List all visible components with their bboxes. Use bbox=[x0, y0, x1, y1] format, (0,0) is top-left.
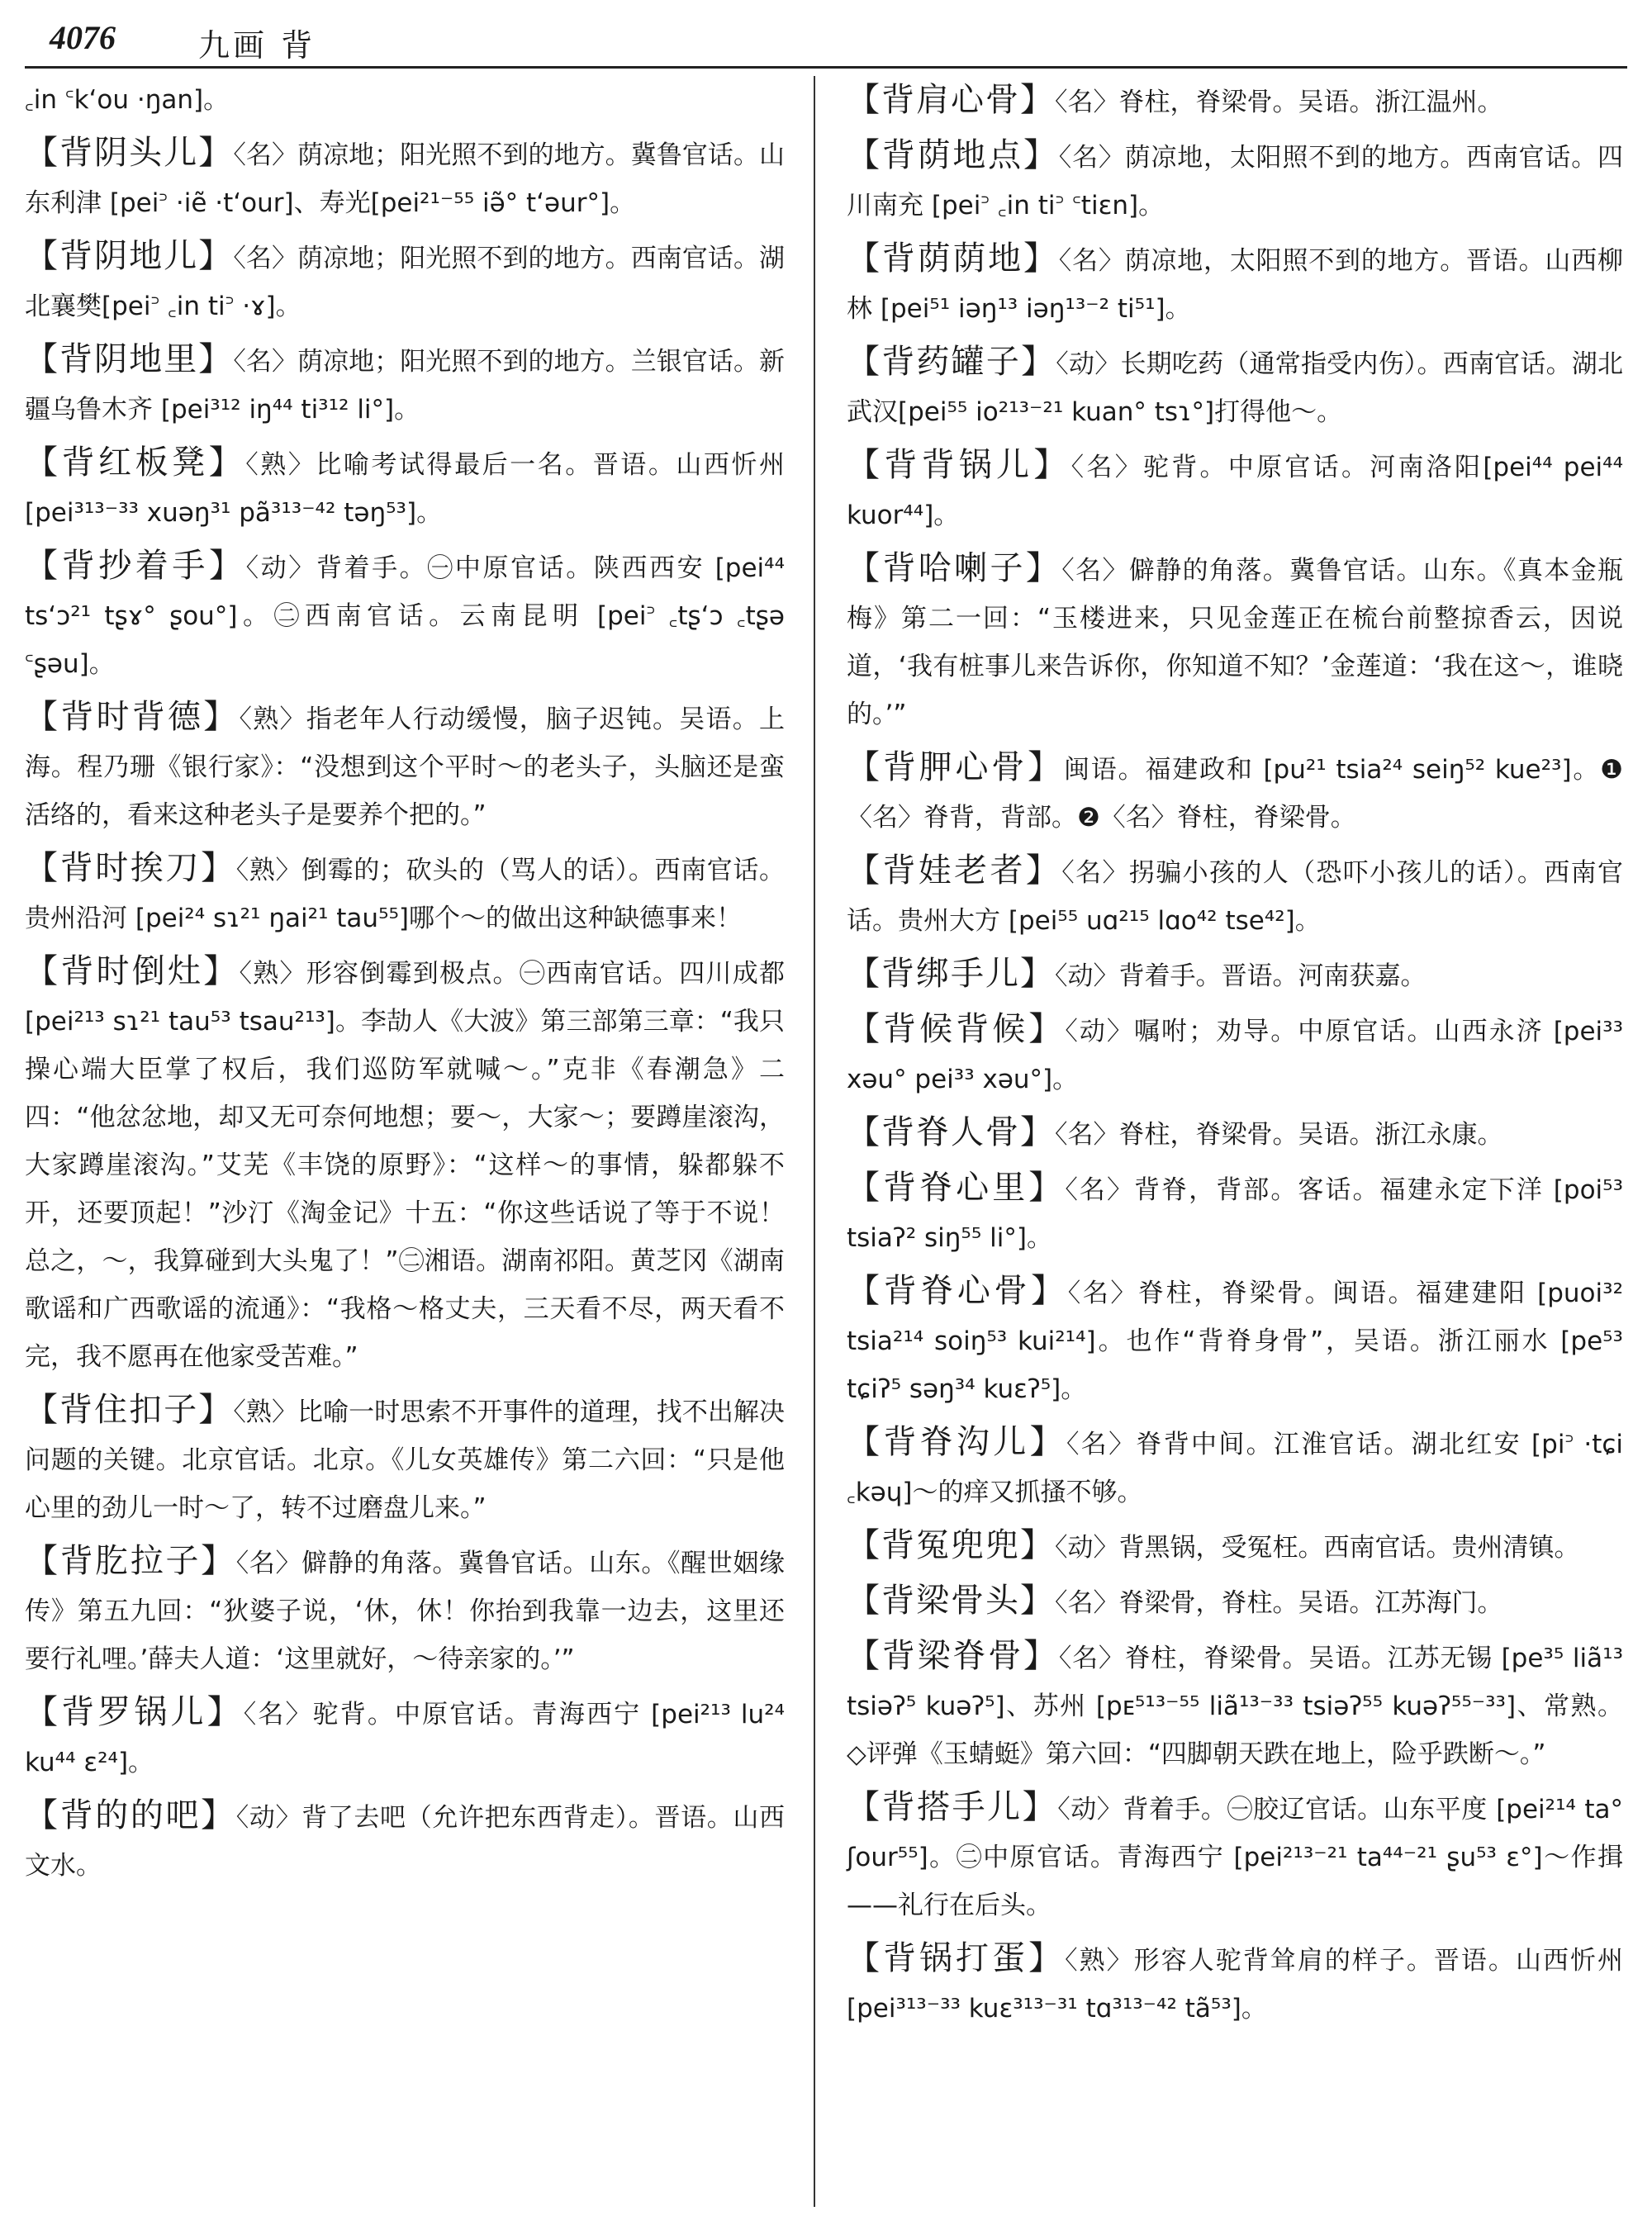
dictionary-entry bbox=[847, 338, 1623, 436]
dictionary-entry bbox=[847, 1521, 1623, 1572]
entry-body: 〈名〉脊柱，脊梁骨。闽语。福建建阳 [puoi³² tsia²¹⁴ soiŋ⁵³ kui²¹⁴]。也作“背脊身骨”，吴语。浙江丽水 [pe⁵³ tɕiʔ⁵ səŋ³⁴ kuɛʔ⁵]。 bbox=[847, 1279, 1623, 1404]
dictionary-entry bbox=[847, 1267, 1623, 1413]
page-header bbox=[25, 18, 1627, 69]
page-number: 4076 bbox=[50, 19, 116, 56]
entry-body: 〈名〉脊背中间。江淮官话。湖北红安 [pi꜄ ·tɕi ꜀kəɥ]～的痒又抓搔不够。 bbox=[847, 1430, 1624, 1507]
dictionary-entry bbox=[847, 544, 1623, 738]
continuation-text: ꜀in ꜂k‘ou ·ŋan]。 bbox=[25, 85, 230, 115]
entry-headword: 【背的的吧】 bbox=[25, 1796, 236, 1834]
dictionary-entry bbox=[847, 950, 1623, 1000]
entry-headword: 【背梁骨头】 bbox=[847, 1582, 1055, 1620]
dictionary-entry bbox=[25, 1791, 785, 1890]
entry-headword: 【背梁脊骨】 bbox=[847, 1637, 1059, 1675]
entry-headword: 【背锅打蛋】 bbox=[847, 1939, 1066, 1977]
entry-body: 〈动〉长期吃药（通常指受内伤）。西南官话。湖北武汉[pei⁵⁵ io²¹³⁻²¹ kuan° tsɿ°]打得他～。 bbox=[847, 349, 1624, 427]
dictionary-entry bbox=[25, 1386, 785, 1532]
dictionary-entry bbox=[847, 1632, 1623, 1778]
entry-body: 〈熟〉形容人驼背耸肩的样子。晋语。山西忻州 [pei³¹³⁻³³ kuɛ³¹³⁻³¹ tɑ³¹³⁻⁴² tã⁵³]。 bbox=[847, 1946, 1624, 2024]
entry-body: 〈名〉荫凉地；阳光照不到的地方。兰银官话。新疆乌鲁木齐 [pei³¹² iŋ⁴⁴ ti³¹² li°]。 bbox=[25, 347, 786, 425]
entry-headword: 【背时倒灶】 bbox=[25, 952, 240, 990]
entry-body: 〈名〉拐骗小孩的人（恐吓小孩儿的话）。西南官话。贵州大方 [pei⁵⁵ uɑ²¹⁵ lɑo⁴² tse⁴²]。 bbox=[847, 858, 1624, 936]
column-divider bbox=[814, 76, 815, 2207]
entry-body: 〈动〉背了去吧（允许把东西背走）。晋语。山西文水。 bbox=[25, 1803, 786, 1881]
dictionary-entry bbox=[847, 76, 1623, 126]
entry-headword: 【背住扣子】 bbox=[25, 1391, 234, 1429]
entry-headword: 【背哈喇子】 bbox=[847, 549, 1062, 587]
dictionary-entry bbox=[847, 1108, 1623, 1159]
entry-body: 〈动〉背着手。㊀胶辽官话。山东平度 [pei²¹⁴ ta° ʃour⁵⁵]。㊁中原官话。青海西宁 [pei²¹³⁻²¹ ta⁴⁴⁻²¹ ʂu⁵³ ɛ°]～作揖——礼行在后头。 bbox=[847, 1795, 1623, 1920]
entry-headword: 【背阴地里】 bbox=[25, 340, 234, 378]
dictionary-entry bbox=[847, 131, 1623, 230]
entry-body: 〈名〉荫凉地，太阳照不到的地方。晋语。山西柳林 [pei⁵¹ iəŋ¹³ iəŋ¹³⁻² ti⁵¹]。 bbox=[847, 246, 1624, 324]
dictionary-entry bbox=[847, 1164, 1623, 1262]
entry-headword: 【背罗锅儿】 bbox=[25, 1693, 244, 1731]
entry-headword: 【背阴地儿】 bbox=[25, 237, 234, 275]
entry-body: 闽语。福建政和 [pu²¹ tsia²⁴ seiŋ⁵² kue²³]。❶〈名〉脊背，背部。❷〈名〉脊柱，脊梁骨。 bbox=[847, 755, 1623, 833]
entry-body: 〈熟〉倒霉的；砍头的（骂人的话）。西南官话。贵州沿河 [pei²⁴ sɿ²¹ ŋai²¹ tau⁵⁵]哪个～的做出这种缺德事来！ bbox=[25, 856, 786, 933]
entry-headword: 【背脊沟儿】 bbox=[847, 1423, 1066, 1461]
entry-body: 〈名〉僻静的角落。冀鲁官话。山东。《醒世姻缘传》第五九回：“狄婆子说，‘休，休！你抬到我靠一边去，这里还要行礼哩。’薛夫人道：‘这里就好，～待亲家的。’” bbox=[25, 1549, 786, 1674]
right-column bbox=[847, 76, 1623, 2038]
entry-headword: 【背搭手儿】 bbox=[847, 1788, 1058, 1826]
dictionary-entry bbox=[847, 1934, 1623, 2033]
entry-headword: 【背脊心骨】 bbox=[847, 1272, 1068, 1310]
entry-body: 〈名〉脊梁骨，脊柱。吴语。江苏海门。 bbox=[1055, 1588, 1503, 1618]
entry-body: 〈名〉荫凉地；阳光照不到的地方。冀鲁官话。山东利津 [pei꜄ ·iẽ ·t‘our]、寿光[pei²¹⁻⁵⁵ iə̃° t‘əur°]。 bbox=[25, 140, 786, 218]
entry-headword: 【背肩心骨】 bbox=[847, 81, 1055, 119]
dictionary-entry bbox=[847, 235, 1623, 333]
dictionary-entry bbox=[25, 542, 785, 688]
entry-headword: 【背阴头儿】 bbox=[25, 134, 234, 172]
entry-headword: 【背红板凳】 bbox=[25, 444, 246, 482]
entry-body: 〈名〉脊柱，脊梁骨。吴语。浙江温州。 bbox=[1055, 88, 1503, 117]
dictionary-entry bbox=[847, 847, 1623, 945]
entry-body: 〈名〉僻静的角落。冀鲁官话。山东。《真本金瓶梅》第二一回：“玉楼进来，只见金莲正在梳台前整掠香云，因说道，‘我有桩事儿来告诉你，你知道不知？’金莲道：‘我在这～，谁晓的。’” bbox=[847, 556, 1624, 729]
entry-body: 〈名〉脊柱，脊梁骨。吴语。浙江永康。 bbox=[1055, 1120, 1503, 1150]
dictionary-entry bbox=[25, 439, 785, 537]
entry-headword: 【背抄着手】 bbox=[25, 547, 246, 585]
entry-body: 〈熟〉比喻考试得最后一名。晋语。山西忻州 [pei³¹³⁻³³ xuəŋ³¹ pã³¹³⁻⁴² təŋ⁵³]。 bbox=[25, 450, 786, 528]
dictionary-entry bbox=[847, 441, 1623, 539]
entry-headword: 【背肐拉子】 bbox=[25, 1542, 236, 1580]
entry-body: 〈动〉背着手。晋语。河南获嘉。 bbox=[1055, 961, 1427, 991]
entry-body: 〈熟〉比喻一时思索不开事件的道理，找不出解决问题的关键。北京官话。北京。《儿女英雄传》第二六回：“只是他心里的劲儿一时～了，转不过磨盘儿来。” bbox=[25, 1397, 786, 1523]
left-column bbox=[25, 76, 785, 1895]
dictionary-entry bbox=[25, 129, 785, 227]
dictionary-entry bbox=[25, 844, 785, 942]
entry-headword: 【背绑手儿】 bbox=[847, 955, 1055, 993]
entry-headword: 【背背锅儿】 bbox=[847, 446, 1071, 484]
entry-body: 〈名〉背脊，背部。客话。福建永定下洋 [poi⁵³ tsiaʔ² siŋ⁵⁵ li°]。 bbox=[847, 1175, 1624, 1253]
entry-headword: 【背药罐子】 bbox=[847, 343, 1056, 381]
entry-body: 〈动〉嘱咐；劝导。中原官话。山西永济 [pei³³ xəu° pei³³ xəu°]。 bbox=[847, 1017, 1624, 1094]
entry-headword: 【背脊人骨】 bbox=[847, 1113, 1055, 1151]
dictionary-entry bbox=[25, 232, 785, 330]
dictionary-entry bbox=[25, 1537, 785, 1683]
dictionary-entry bbox=[847, 1783, 1623, 1929]
entry-headword: 【背胛心骨】 bbox=[847, 748, 1064, 786]
entry-body: 〈熟〉指老年人行动缓慢，脑子迟钝。吴语。上海。程乃珊《银行家》：“没想到这个平时～的老头子，头脑还是蛮活络的，看来这种老头子是要养个把的。” bbox=[25, 705, 785, 830]
dictionary-entry bbox=[847, 1418, 1623, 1516]
dictionary-entry bbox=[25, 693, 785, 839]
entry-body: 〈名〉驼背。中原官话。青海西宁 [pei²¹³ lu²⁴ ku⁴⁴ ɛ²⁴]。 bbox=[25, 1700, 786, 1777]
entry-body: 〈名〉荫凉地，太阳照不到的地方。西南官话。四川南充 [pei꜄ ꜀in ti꜄ ꜂tiɛn]。 bbox=[847, 143, 1624, 221]
dictionary-entry bbox=[847, 1577, 1623, 1627]
entry-body: 〈名〉荫凉地；阳光照不到的地方。西南官话。湖北襄樊[pei꜄ ꜀in ti꜄ ·ɤ]。 bbox=[25, 244, 786, 321]
entry-headword: 【背时背德】 bbox=[25, 698, 240, 736]
entry-body: 〈动〉背着手。㊀中原官话。陕西西安 [pei⁴⁴ ts‘ɔ²¹ tʂɤ° ʂou°]。㊁西南官话。云南昆明 [pei꜄ ꜀tʂ‘ɔ ꜀tʂə ꜂ʂəu]。 bbox=[25, 553, 786, 679]
entry-body: 〈动〉背黑锅，受冤枉。西南官话。贵州清镇。 bbox=[1055, 1533, 1580, 1563]
dictionary-entry bbox=[25, 1688, 785, 1786]
dictionary-entry bbox=[25, 947, 785, 1381]
entry-headword: 【背冤兜兜】 bbox=[847, 1526, 1055, 1564]
entry-headword: 【背荫地点】 bbox=[847, 136, 1059, 174]
entry-body: 〈熟〉形容倒霉到极点。㊀西南官话。四川成都 [pei²¹³ sɿ²¹ tau⁵³ tsau²¹³]。李劼人《大波》第三部第三章：“我只操心端大臣掌了权后，我们巡防军就喊～。”克非《春潮急》二四：“他忿忿地，却又无可奈何地想；要～，大家～；要蹲崖滚沟，大家蹲崖滚沟。”艾芜《丰饶的原野》：“这样～的事情，躲都躲不开，还要顶起！”沙汀《淘金记》十五：“你这些话说了等于不说！总之，～，我算碰到大头鬼了！”㊁湘语。湖南祁阳。黄芝冈《湖南歌谣和广西歌谣的流通》：“我格～格丈夫，三天看不尽，两天看不完，我不愿再在他家受苦难。” bbox=[25, 959, 785, 1372]
entry-headword: 【背荫荫地】 bbox=[847, 240, 1059, 278]
entry-headword: 【背脊心里】 bbox=[847, 1169, 1066, 1207]
dictionary-entry bbox=[847, 1005, 1623, 1103]
section-title: 九画 背 bbox=[198, 27, 316, 64]
dictionary-entry bbox=[847, 743, 1623, 842]
entry-headword: 【背候背候】 bbox=[847, 1010, 1066, 1048]
entry-headword: 【背娃老者】 bbox=[847, 852, 1062, 890]
entry-body: 〈名〉驼背。中原官话。河南洛阳[pei⁴⁴ pei⁴⁴ kuor⁴⁴]。 bbox=[847, 453, 1623, 530]
entry-headword: 【背时挨刀】 bbox=[25, 849, 236, 887]
entry-body: 〈名〉脊柱，脊梁骨。吴语。江苏无锡 [pe³⁵ liã¹³ tsiəʔ⁵ kuəʔ⁵]、苏州 [pᴇ⁵¹³⁻⁵⁵ liã¹³⁻³³ tsiəʔ⁵⁵ kuəʔ⁵⁵⁻³³]、常熟。◇评弹《玉蜻蜓》第六回：“四脚朝天跌在地上，险乎跌断～。” bbox=[847, 1644, 1624, 1769]
dictionary-entry bbox=[25, 335, 785, 434]
